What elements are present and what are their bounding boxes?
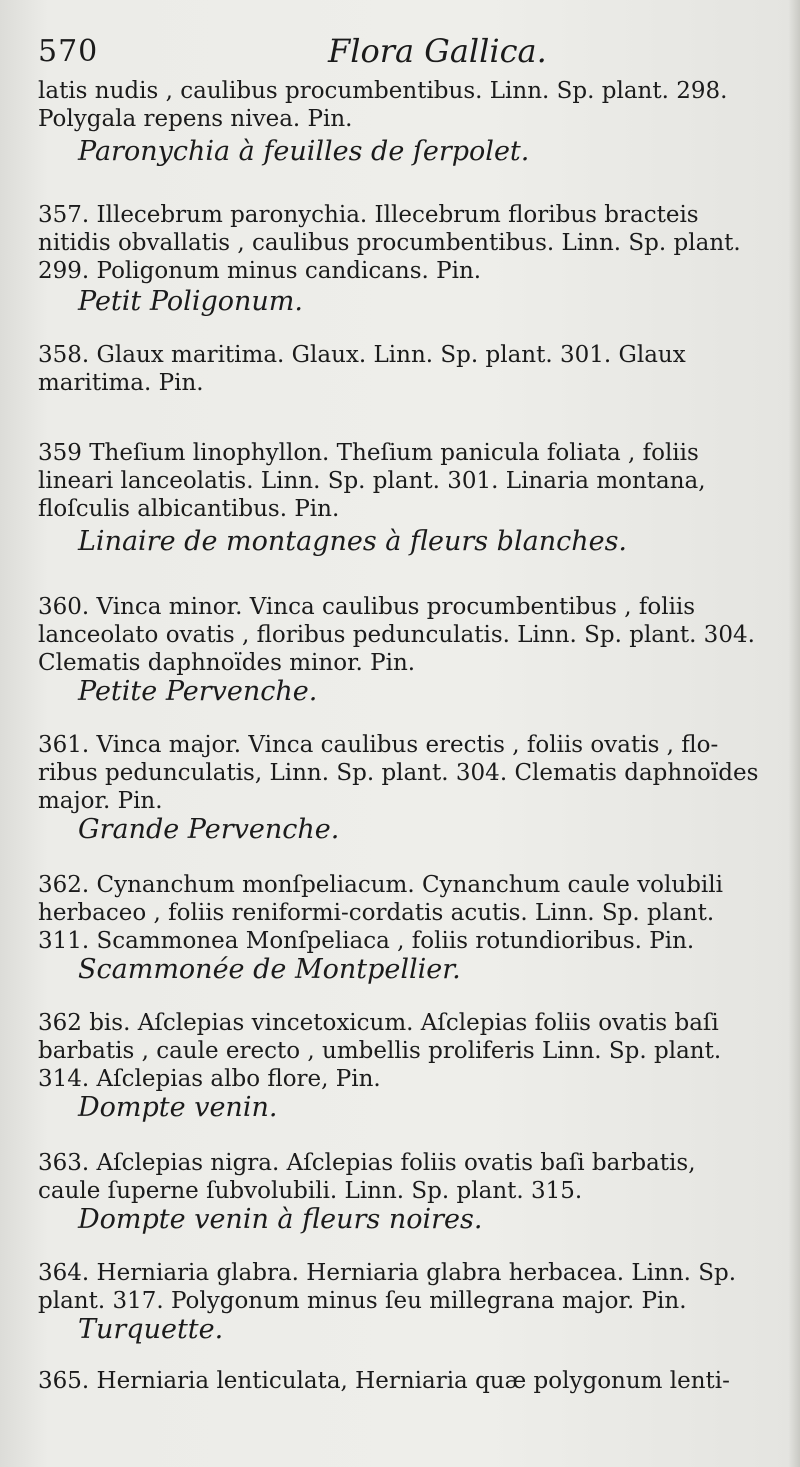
page-edge-shadow [788,0,800,1467]
text-line: 363. Aſclepias nigra. Aſclepias foliis ovatis baſi barbatis, [38,1150,696,1176]
text-line: floſculis albicantibus. Pin. [38,496,340,522]
text-line: lanceolato ovatis , floribus pedunculatis. Linn. Sp. plant. 304. [38,622,755,648]
text-line: 361. Vinca major. Vinca caulibus erectis , foliis ovatis , flo- [38,732,719,758]
text-line: 364. Herniaria glabra. Herniaria glabra herbacea. Linn. Sp. [38,1260,737,1286]
text-line: maritima. Pin. [38,370,204,396]
text-line: 365. Herniaria lenticulata, Herniaria quæ polygonum lenti- [38,1368,730,1394]
french-name: Linaire de montagnes à fleurs blanches. [78,526,628,557]
text-line: Polygala repens nivea. Pin. [38,106,353,132]
text-line: 362 bis. Aſclepias vincetoxicum. Aſclepias foliis ovatis baſi [38,1010,719,1036]
french-name: Scammonée de Montpellier. [78,954,461,985]
text-line: latis nudis , caulibus procumbentibus. Linn. Sp. plant. 298. [38,78,728,104]
text-line: caule ſuperne ſubvolubili. Linn. Sp. plant. 315. [38,1178,583,1204]
text-line: nitidis obvallatis , caulibus procumbentibus. Linn. Sp. plant. [38,230,741,256]
text-line: 314. Aſclepias albo flore, Pin. [38,1066,381,1092]
french-name: Paronychia à feuilles de ſerpolet. [78,136,530,167]
french-name: Dompte venin. [78,1092,278,1123]
text-line: major. Pin. [38,788,163,814]
french-name: Dompte venin à fleurs noires. [78,1204,483,1235]
text-line: barbatis , caule erecto , umbellis proliferis Linn. Sp. plant. [38,1038,722,1064]
page-header [38,26,778,72]
text-line: 359 Theſium linophyllon. Theſium panicula foliata , foliis [38,440,699,466]
text-line: 358. Glaux maritima. Glaux. Linn. Sp. plant. 301. Glaux [38,342,686,368]
page-number: 570 [38,34,99,69]
text-line: 299. Poligonum minus candicans. Pin. [38,258,482,284]
text-line: plant. 317. Polygonum minus ſeu millegrana major. Pin. [38,1288,687,1314]
french-name: Petit Poligonum. [78,286,303,317]
text-line: ribus pedunculatis, Linn. Sp. plant. 304. Clematis daphnoïdes [38,760,759,786]
french-name: Turquette. [78,1314,224,1345]
french-name: Petite Pervenche. [78,676,318,707]
text-line: 362. Cynanchum monſpeliacum. Cynanchum caule volubili [38,872,723,898]
text-line: 311. Scammonea Monſpeliaca , foliis rotundioribus. Pin. [38,928,695,954]
running-title: Flora Gallica. [328,32,547,70]
text-line: 357. Illecebrum paronychia. Illecebrum floribus bracteis [38,202,699,228]
text-line: Clematis daphnoïdes minor. Pin. [38,650,416,676]
text-line: herbaceo , foliis reniformi-cordatis acutis. Linn. Sp. plant. [38,900,715,926]
french-name: Grande Pervenche. [78,814,340,845]
text-line: lineari lanceolatis. Linn. Sp. plant. 301. Linaria montana, [38,468,706,494]
text-line: 360. Vinca minor. Vinca caulibus procumbentibus , foliis [38,594,696,620]
